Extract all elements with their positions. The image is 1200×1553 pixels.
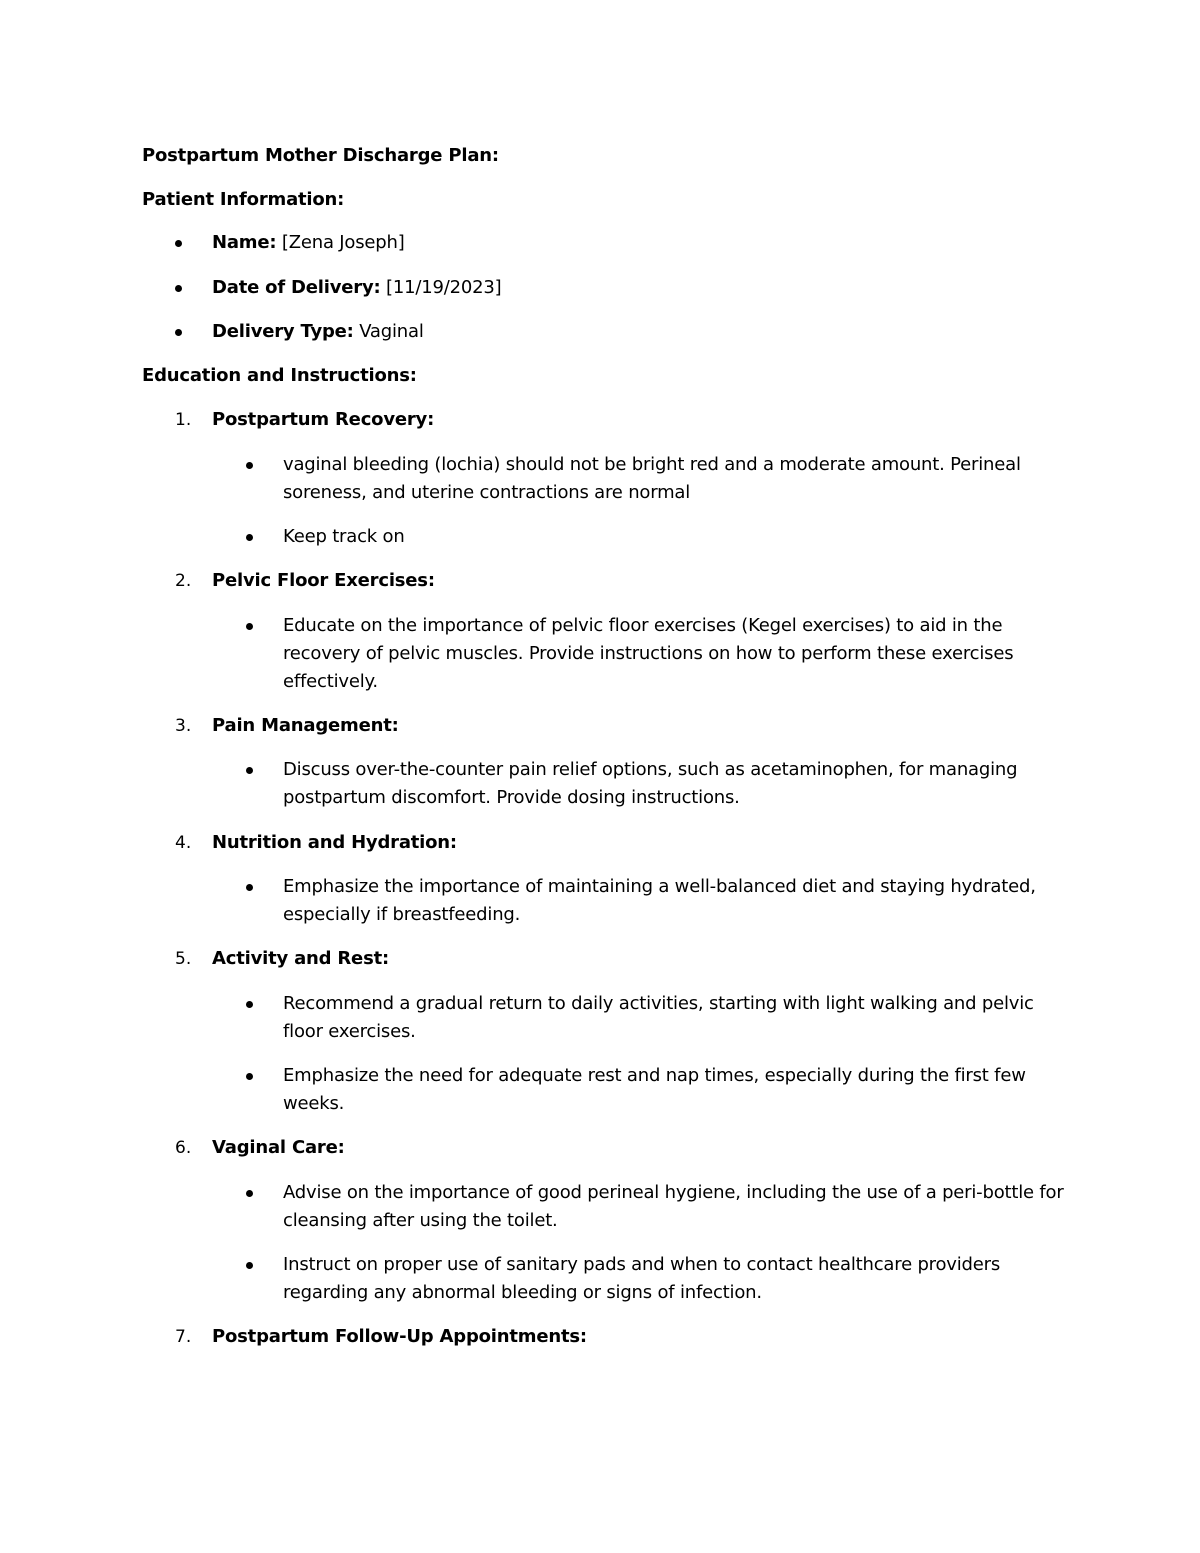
section-number: 7. [175,1327,192,1347]
list-item-text: vaginal bleeding (lochia) should not be bright red and a moderate amount. Perineal [283,454,1021,475]
list-item-text: regarding any abnormal bleeding or signs of infection. [283,1282,762,1303]
list-item-text: Emphasize the importance of maintaining a well-balanced diet and staying hydrated, [283,876,1036,897]
patient-name-value: [Zena Joseph] [281,232,405,253]
section-title: Pelvic Floor Exercises: [212,570,435,591]
patient-name-item [212,229,405,257]
delivery-date-item [212,274,501,302]
bullet-icon [246,623,253,630]
section-number: 6. [175,1138,192,1158]
list-item-text: recovery of pelvic muscles. Provide instructions on how to perform these exercises [283,643,1014,664]
bullet-icon [246,767,253,774]
list-item-text: floor exercises. [283,1021,416,1042]
bullet-icon [175,285,182,292]
list-item-text: Instruct on proper use of sanitary pads and when to contact healthcare providers [283,1254,1001,1275]
bullet-icon [175,329,182,336]
bullet-icon [246,534,253,541]
bullet-icon [175,240,182,247]
delivery-type-value: Vaginal [359,321,424,342]
bullet-icon [246,1262,253,1269]
list-item-text: Educate on the importance of pelvic floor exercises (Kegel exercises) to aid in the [283,615,1003,636]
bullet-icon [246,1073,253,1080]
section-title: Postpartum Follow-Up Appointments: [212,1326,587,1347]
section-title: Postpartum Recovery: [212,409,435,430]
section-number: 2. [175,571,192,591]
delivery-type-item [212,318,424,346]
section-title: Nutrition and Hydration: [212,832,457,853]
patient-info-heading: Patient Information: [142,189,345,210]
list-item-text: Emphasize the need for adequate rest and nap times, especially during the first few [283,1065,1026,1086]
section-number: 4. [175,833,192,853]
list-item-text: effectively. [283,671,378,692]
list-item-text: Keep track on [283,526,405,547]
section-number: 3. [175,716,192,736]
list-item-text: weeks. [283,1093,345,1114]
section-title: Activity and Rest: [212,948,389,969]
bullet-icon [246,1001,253,1008]
list-item-text: Discuss over-the-counter pain relief options, such as acetaminophen, for managing [283,759,1018,780]
document-title: Postpartum Mother Discharge Plan: [142,145,499,166]
patient-name-label: Name: [212,232,277,253]
list-item-text: especially if breastfeeding. [283,904,521,925]
section-number: 1. [175,410,192,430]
delivery-date-value: [11/19/2023] [386,277,502,298]
list-item-text: postpartum discomfort. Provide dosing instructions. [283,787,740,808]
list-item-text: cleansing after using the toilet. [283,1210,558,1231]
list-item-text: soreness, and uterine contractions are normal [283,482,691,503]
section-title: Pain Management: [212,715,399,736]
section-title: Vaginal Care: [212,1137,345,1158]
bullet-icon [246,1190,253,1197]
delivery-type-label: Delivery Type: [212,321,354,342]
delivery-date-label: Date of Delivery: [212,277,381,298]
list-item-text: Recommend a gradual return to daily activities, starting with light walking and pelvic [283,993,1034,1014]
education-heading: Education and Instructions: [142,365,417,386]
bullet-icon [246,884,253,891]
bullet-icon [246,462,253,469]
list-item-text: Advise on the importance of good perineal hygiene, including the use of a peri-bottle for [283,1182,1064,1203]
section-number: 5. [175,949,192,969]
